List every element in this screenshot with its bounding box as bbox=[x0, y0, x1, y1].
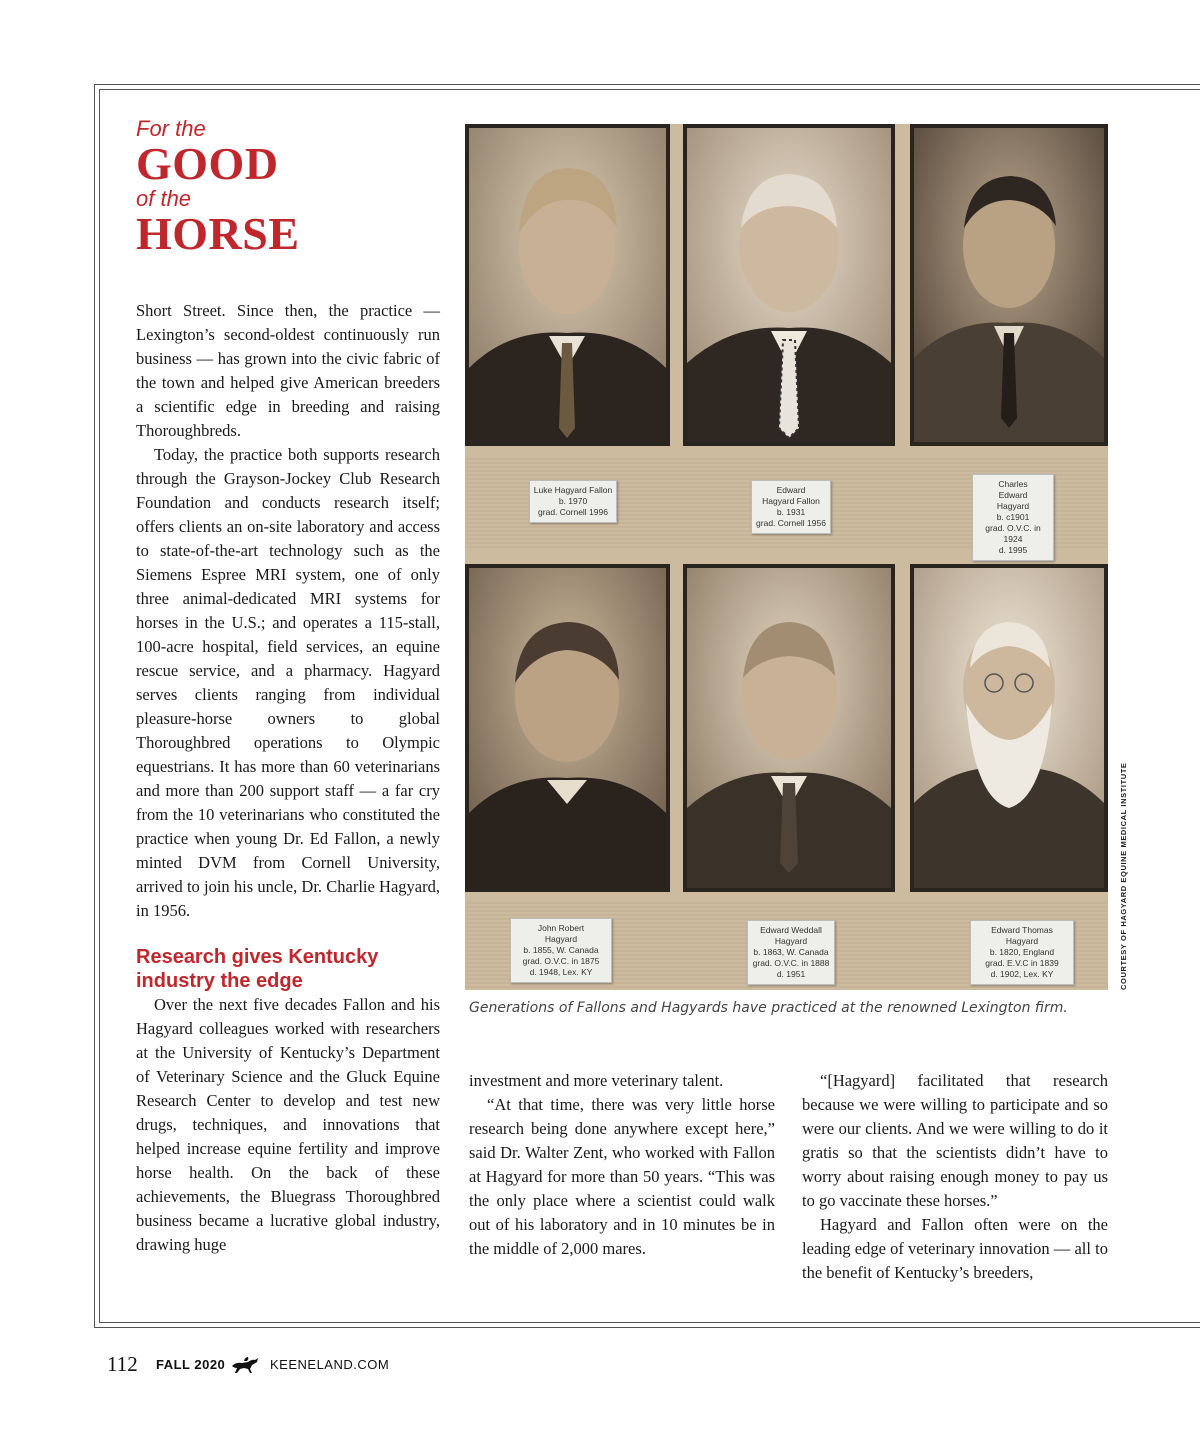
label-line: Hagyard bbox=[996, 501, 1030, 511]
label-line: grad. Cornell 1996 bbox=[538, 507, 608, 517]
portrait-frame bbox=[465, 124, 670, 446]
label-line: Edward Weddall bbox=[760, 925, 822, 935]
page-number: 112 bbox=[107, 1352, 138, 1376]
label-line: b. 1855, W. Canada bbox=[523, 945, 599, 955]
portrait-label bbox=[510, 918, 612, 983]
portrait-image bbox=[469, 128, 666, 442]
label-line: grad. E.V.C in 1839 bbox=[985, 958, 1059, 968]
label-line: Edward Thomas Hagyard bbox=[991, 925, 1053, 946]
title-line-for-the: For the bbox=[136, 116, 206, 141]
title-line-horse: HORSE bbox=[136, 208, 300, 259]
text-column-2 bbox=[469, 1069, 775, 1261]
label-line: b. 1863, W. Canada bbox=[753, 947, 829, 957]
portrait-frame bbox=[910, 124, 1108, 446]
label-line: John Robert bbox=[537, 923, 585, 933]
website: KEENELAND.COM bbox=[270, 1357, 390, 1372]
portrait-label bbox=[751, 480, 831, 534]
text-column-1 bbox=[136, 299, 440, 1257]
label-line: d. 1995 bbox=[998, 545, 1028, 555]
label-line: d. 1951 bbox=[776, 969, 806, 979]
portrait-frame bbox=[683, 124, 895, 446]
portrait-label bbox=[972, 474, 1054, 561]
text-column-3 bbox=[802, 1069, 1108, 1285]
portrait-image bbox=[914, 128, 1104, 442]
label-line: grad. O.V.C. in 1888 bbox=[752, 958, 830, 968]
portrait-image bbox=[687, 128, 891, 442]
portrait-image bbox=[469, 568, 666, 888]
label-line: b. 1931 bbox=[776, 507, 806, 517]
paragraph: Hagyard and Fallon often were on the leading edge of veterinary innovation — all to the benefit of Kentucky’s breeders, bbox=[802, 1215, 1108, 1282]
photo-caption: Generations of Fallons and Hagyards have practiced at the renowned Lexington firm. bbox=[469, 1000, 1068, 1016]
title-line-good: GOOD bbox=[136, 138, 279, 189]
issue-season: FALL 2020 bbox=[156, 1357, 226, 1372]
paragraph: Today, the practice both supports research through the Grayson-Jockey Club Research Foundation and conducts research itself; offers clients an on-site laboratory and access to state-of-the-art technology such as the Siemens Espree MRI system, one of only three animal-dedicated MRI systems for horses in the U.S.; and operates a 115-stall, 100-acre hospital, field services, an equine rescue service, and a pharmacy. Hagyard serves clients ranging from individual pleasure-horse owners to global Thoroughbred operations to Olympic equestrians. It has more than 60 veterinarians and more than 200 support staff — a far cry from the 10 veterinarians who constituted the practice when young Dr. Ed Fallon, a newly minted DVM from Cornell University, arrived to join his uncle, Dr. Charlie Hagyard, in 1956. bbox=[136, 445, 440, 920]
label-line: d. 1948, Lex. KY bbox=[529, 967, 593, 977]
label-line: Edward bbox=[776, 485, 806, 495]
section-subhead: Research gives Kentucky industry the edge bbox=[136, 946, 379, 992]
label-line: b. 1970 bbox=[558, 496, 588, 506]
label-line: grad. O.V.C. in 1924 bbox=[985, 523, 1041, 544]
paragraph: “[Hagyard] facilitated that research because we were willing to participate and so were our clients. And we were willing to do it gratis so that the scientists didn’t have to worry about raising enough money to pay us to go vaccinate these horses.” bbox=[802, 1071, 1108, 1210]
title-line-of-the: of the bbox=[136, 186, 192, 211]
portrait-label bbox=[529, 480, 617, 523]
paragraph: Short Street. Since then, the practice — Lexington’s second-oldest continuously run business — has grown into the civic fabric of the town and helped give American breeders a scientific edge in breeding and raising Thoroughbreds. bbox=[136, 301, 440, 440]
portrait-label bbox=[970, 920, 1074, 985]
portrait-image bbox=[914, 568, 1104, 888]
photo-credit: COURTESY OF HAGYARD EQUINE MEDICAL INSTITUTE bbox=[1119, 762, 1128, 990]
portrait-image bbox=[687, 568, 891, 888]
label-line: b. c1901 bbox=[996, 512, 1030, 522]
label-line: d. 1902, Lex. KY bbox=[990, 969, 1054, 979]
label-line: Edward bbox=[998, 490, 1028, 500]
horse-and-jockey-icon bbox=[230, 1354, 260, 1374]
paragraph: investment and more veterinary talent. bbox=[469, 1071, 724, 1090]
paragraph: Over the next five decades Fallon and his Hagyard colleagues worked with researchers at the University of Kentucky’s Department of Veterinary Science and the Gluck Equine Research Center to develop and test new drugs, techniques, and innovations that helped increase equine fertility and improve horse health. On the back of these achievements, the Bluegrass Thoroughbred business became a lucrative global industry, drawing huge bbox=[136, 995, 440, 1254]
portrait-gallery-photo bbox=[465, 124, 1108, 990]
label-line: Luke Hagyard Fallon bbox=[533, 485, 613, 495]
article-title bbox=[136, 116, 300, 259]
portrait-frame bbox=[683, 564, 895, 892]
label-line: grad. Cornell 1956 bbox=[756, 518, 826, 528]
label-line: grad. O.V.C. in 1875 bbox=[522, 956, 600, 966]
label-line: Hagyard bbox=[544, 934, 578, 944]
label-line: Charles bbox=[998, 479, 1028, 489]
portrait-frame bbox=[465, 564, 670, 892]
label-line: Hagyard Fallon bbox=[762, 496, 820, 506]
paragraph: “At that time, there was very little horse research being done anywhere except here,” said Dr. Walter Zent, who worked with Fallon at Hagyard for more than 50 years. “This was the only place where a scientist could walk out of his laboratory and in 10 minutes be in the middle of 2,000 mares. bbox=[469, 1095, 775, 1258]
label-line: Hagyard bbox=[774, 936, 808, 946]
portrait-frame bbox=[910, 564, 1108, 892]
portrait-label bbox=[747, 920, 835, 985]
label-line: b. 1820, England bbox=[989, 947, 1055, 957]
